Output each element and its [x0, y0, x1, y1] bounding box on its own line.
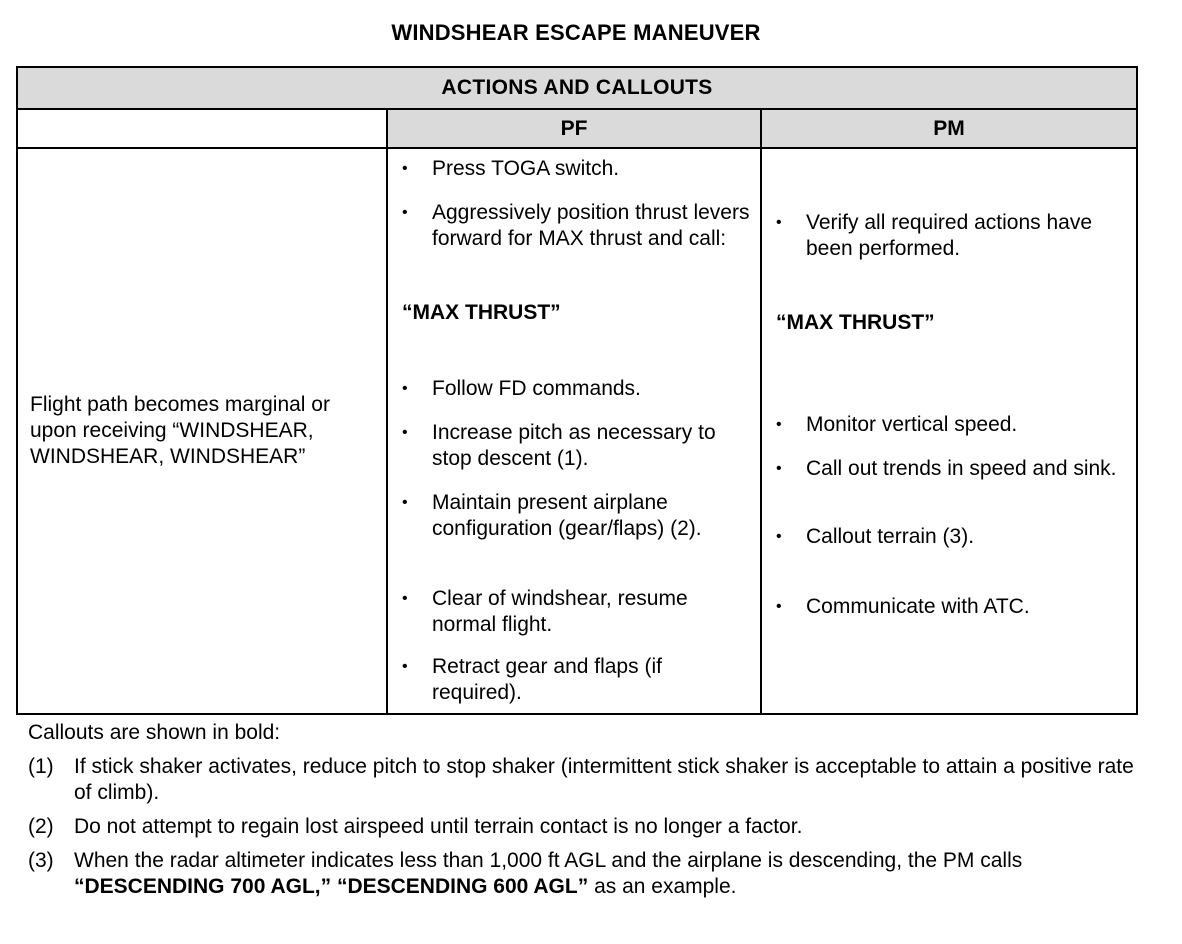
pm-item-verify-actions — [776, 210, 1128, 262]
pf-header: PF — [387, 109, 761, 148]
pf-item-text: Maintain present airplane configuration (gear/flaps) (2). — [432, 491, 702, 540]
pf-item-press-toga — [402, 156, 752, 182]
pf-item-text: Aggressively position thrust levers forward for MAX thrust and call: — [432, 201, 750, 250]
note-number: (3) — [28, 849, 54, 872]
note-text: Do not attempt to regain lost airspeed until terrain contact is no longer a factor. — [74, 815, 803, 838]
pf-item-maintain-config — [402, 490, 752, 542]
note-text-end: as an example. — [594, 875, 737, 898]
bullet: • — [776, 598, 782, 615]
condition-text: Flight path becomes marginal or upon receiving “WINDSHEAR, WINDSHEAR, WINDSHEAR” — [30, 393, 330, 468]
bullet: • — [402, 424, 408, 441]
bullet: • — [776, 416, 782, 433]
notes-section — [28, 720, 1138, 900]
bullet: • — [776, 460, 782, 477]
pf-item-retract-gear — [402, 654, 752, 706]
bullet: • — [776, 214, 782, 231]
bullet: • — [402, 658, 408, 675]
pm-item-monitor-vs — [776, 412, 1128, 438]
pm-item-callout-terrain — [776, 524, 1128, 550]
pm-item-communicate-atc — [776, 594, 1128, 620]
pf-item-follow-fd — [402, 376, 752, 402]
bullet: • — [402, 380, 408, 397]
actions-callouts-header: ACTIONS AND CALLOUTS — [17, 67, 1137, 109]
pm-item-text: Verify all required actions have been performed. — [806, 211, 1092, 260]
note-1 — [28, 754, 1138, 806]
pm-item-text: Communicate with ATC. — [806, 595, 1030, 618]
pf-item-text: Press TOGA switch. — [432, 157, 620, 180]
bullet: • — [402, 204, 408, 221]
table-row — [17, 148, 1137, 714]
pm-header: PM — [761, 109, 1137, 148]
bullet: • — [402, 494, 408, 511]
notes-intro: Callouts are shown in bold: — [28, 721, 281, 744]
note-number: (2) — [28, 815, 54, 838]
bullet: • — [776, 528, 782, 545]
bullet: • — [402, 590, 408, 607]
note-callout-bold: “DESCENDING 700 AGL,” “DESCENDING 600 AGL” — [74, 875, 589, 898]
table-header-row — [17, 67, 1137, 109]
note-text: When the radar altimeter indicates less than 1,000 ft AGL and the airplane is descending, the PM calls — [74, 849, 1023, 872]
note-number: (1) — [28, 755, 54, 778]
pf-item-thrust-levers — [402, 200, 752, 252]
note-2 — [28, 814, 1138, 840]
pf-actions-cell — [387, 148, 761, 714]
pf-item-clear-windshear — [402, 586, 752, 638]
pm-item-text: Call out trends in speed and sink. — [806, 457, 1117, 480]
note-text: If stick shaker activates, reduce pitch to stop shaker (intermittent stick shaker is acceptable to attain a positive rate of climb). — [74, 755, 1134, 804]
table-subheader-row — [17, 109, 1137, 148]
actions-callouts-table — [16, 66, 1138, 715]
pf-item-text: Increase pitch as necessary to stop descent (1). — [432, 421, 716, 470]
pf-callout-max-thrust: “MAX THRUST” — [402, 301, 561, 324]
pm-callout-max-thrust: “MAX THRUST” — [776, 311, 935, 334]
pm-item-text: Monitor vertical speed. — [806, 413, 1018, 436]
note-3 — [28, 848, 1138, 900]
pf-item-text: Follow FD commands. — [432, 377, 641, 400]
procedure-title: WINDSHEAR ESCAPE MANEUVER — [391, 20, 761, 45]
bullet: • — [402, 160, 408, 177]
pm-item-call-trends — [776, 456, 1128, 482]
pm-actions-cell — [761, 148, 1137, 714]
pf-item-text: Retract gear and flaps (if required). — [432, 655, 662, 704]
blank-header-cell — [17, 109, 387, 148]
condition-cell — [17, 148, 387, 714]
pm-item-text: Callout terrain (3). — [806, 525, 975, 548]
pf-item-increase-pitch — [402, 420, 752, 472]
pf-item-text: Clear of windshear, resume normal flight. — [432, 587, 688, 636]
